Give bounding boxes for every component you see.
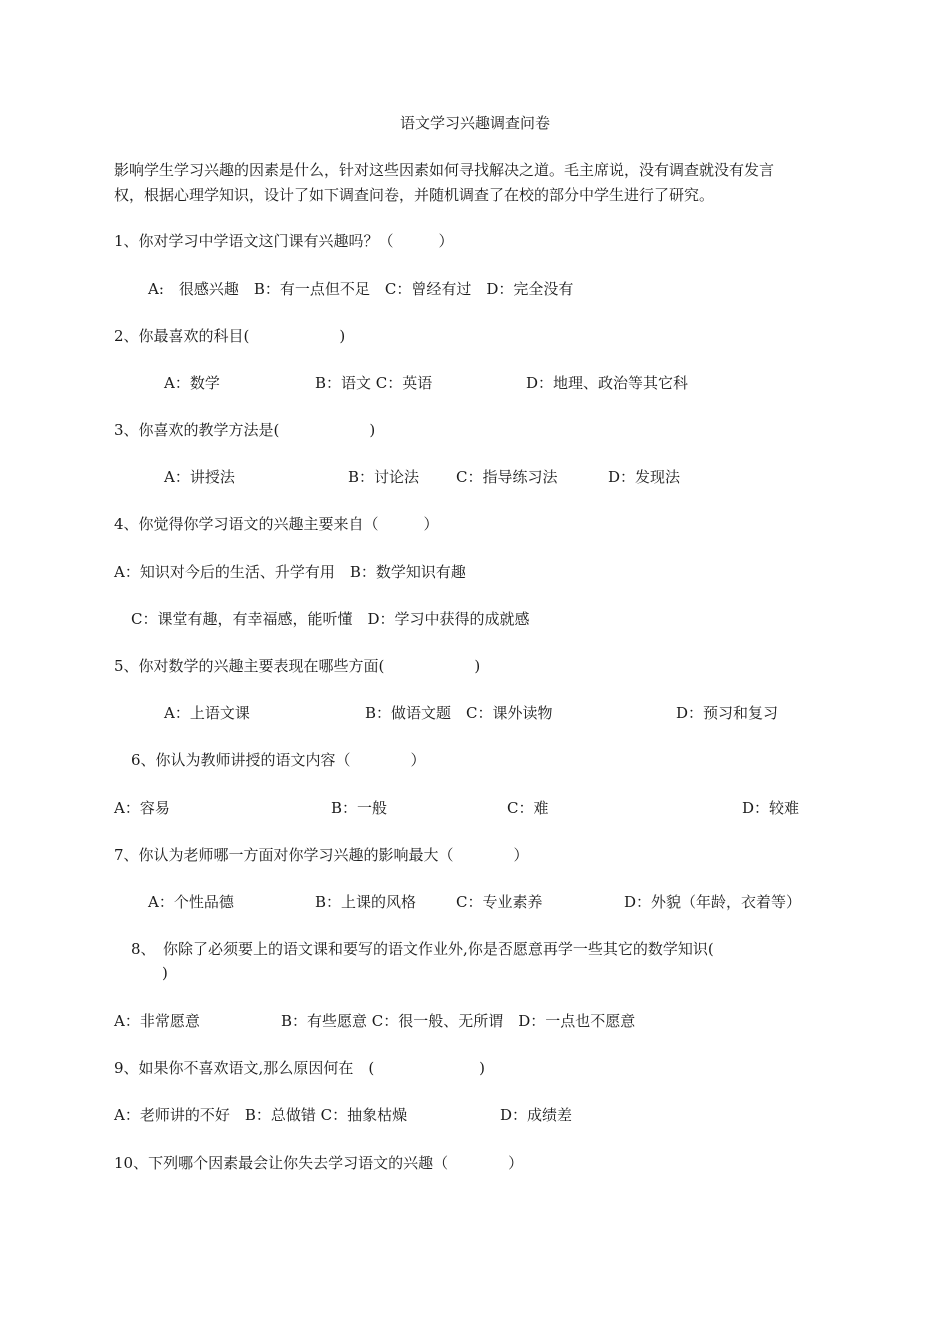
question-7-option-a: A：个性品德 xyxy=(148,893,234,911)
question-5-option-a: A：上语文课 xyxy=(164,704,250,722)
question-9-option-d: D：成绩差 xyxy=(500,1106,573,1124)
question-7-option-b: B：上课的风格 xyxy=(315,893,417,911)
question-5-option-d: D：预习和复习 xyxy=(676,704,779,722)
question-2-option-d: D：地理、政治等其它科 xyxy=(526,374,689,392)
question-5-option-bc: B：做语文题 C：课外读物 xyxy=(365,704,553,722)
question-7: 7、你认为老师哪一方面对你学习兴趣的影响最大（ ） xyxy=(114,846,529,864)
question-3: 3、你喜欢的教学方法是( ) xyxy=(114,421,376,439)
question-1: 1、你对学习中学语文这门课有兴趣吗？（ ） xyxy=(114,232,454,250)
question-6-option-c: C：难 xyxy=(507,799,549,817)
question-7-option-c: C：专业素养 xyxy=(456,893,543,911)
question-8-option-a: A：非常愿意 xyxy=(114,1012,200,1030)
question-3-option-c: C：指导练习法 xyxy=(456,468,558,486)
question-4-options-cd: C：课堂有趣，有幸福感，能听懂 D：学习中获得的成就感 xyxy=(131,610,530,628)
document-title: 语文学习兴趣调查问卷 xyxy=(399,114,550,132)
question-6-option-b: B：一般 xyxy=(331,799,388,817)
question-9-option-abc: A：老师讲的不好 B：总做错 C：抽象枯燥 xyxy=(114,1106,408,1124)
question-2: 2、你最喜欢的科目( ) xyxy=(114,327,346,345)
question-3-option-b: B：讨论法 xyxy=(348,468,420,486)
intro-line-1: 影响学生学习兴趣的因素是什么，针对这些因素如何寻找解决之道。毛主席说，没有调查就没有发言 xyxy=(114,161,775,179)
question-6-option-a: A：容易 xyxy=(114,799,170,817)
question-4-options-ab: A：知识对今后的生活、升学有用 B：数学知识有趣 xyxy=(114,563,466,581)
intro-line-2: 权，根据心理学知识，设计了如下调查问卷，并随机调查了在校的部分中学生进行了研究。 xyxy=(114,186,715,204)
question-3-option-a: A：讲授法 xyxy=(164,468,235,486)
question-2-option-bc: B：语文 C：英语 xyxy=(315,374,433,392)
question-5: 5、你对数学的兴趣主要表现在哪些方面( ) xyxy=(114,657,481,675)
question-1-options: A: 很感兴趣 B：有一点但不足 C：曾经有过 D：完全没有 xyxy=(148,280,574,298)
question-10: 10、下列哪个因素最会让你失去学习语文的兴趣（ ） xyxy=(114,1154,524,1172)
question-3-option-d: D：发现法 xyxy=(608,468,681,486)
question-8-option-bcd: B：有些愿意 C：很一般、无所谓 D：一点也不愿意 xyxy=(281,1012,636,1030)
question-9: 9、如果你不喜欢语文,那么原因何在 ( ) xyxy=(114,1059,486,1077)
question-4: 4、你觉得你学习语文的兴趣主要来自（ ） xyxy=(114,515,439,533)
question-7-option-d: D：外貌（年龄，衣着等） xyxy=(624,893,802,911)
question-2-option-a: A：数学 xyxy=(164,374,220,392)
question-6: 6、你认为教师讲授的语文内容（ ） xyxy=(131,751,426,769)
question-6-option-d: D：较难 xyxy=(742,799,800,817)
question-8-cont: ) xyxy=(162,964,168,982)
question-8: 8、 你除了必须要上的语文课和要写的语文作业外,你是否愿意再学一些其它的数学知识( xyxy=(131,940,714,958)
